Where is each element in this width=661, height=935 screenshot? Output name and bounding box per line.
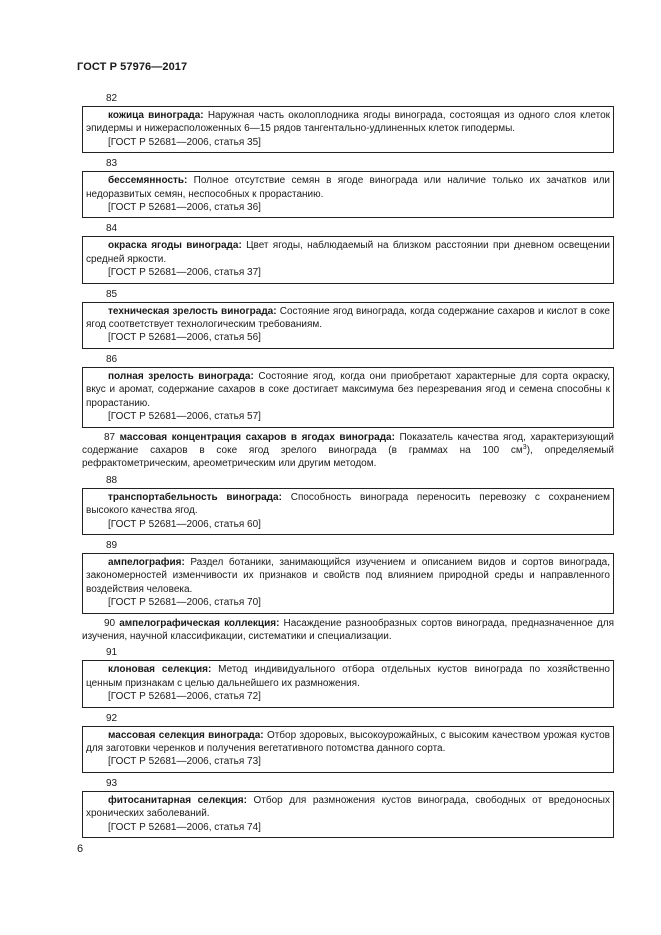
term-title: ампелографическая коллекция: [119,617,280,629]
document-header: ГОСТ Р 57976—2017 [77,61,188,73]
term-definition: Способность винограда переносить перевозку с сохранением высокого качества ягод. [86,491,610,517]
term-source: [ГОСТ Р 52681—2006, статья 37] [108,267,261,279]
term-source: [ГОСТ Р 52681—2006, статья 35] [108,136,261,148]
term-definition: Наружная часть околоплодника ягоды винограда, состоящая из одного слоя клеток эпидермы и нижерасположенных 6—15 рядов тангентально-удлиненных клеток гиподермы. [86,110,611,135]
term-title: полная зрелость винограда: [108,370,254,382]
term-box [82,791,614,838]
term-box [82,171,614,218]
page-number: 6 [77,843,84,855]
term-definition: Показатель качества ягод, характеризующий содержание сахаров в соке ягод зрелого винограда (в граммах на 100 см [82,431,614,456]
term-source: [ГОСТ Р 52681—2006, статья 73] [108,756,261,768]
term-definition: Насаждение разнообразных сортов винограда, предназначенное для изучения, научной классификации, систематики и специализации. [82,617,615,642]
term-title: бессемянность: [108,175,188,187]
term-number: 86 [106,353,118,365]
term-entry-plain [82,431,614,471]
term-definition: Полное отсутствие семян в ягоде винограда или наличие только их зачатков или недоразвитых семян, неспособных к прорастанию. [86,175,611,200]
term-number: 82 [106,93,118,104]
term-title: ампелография: [108,556,185,568]
term-source: [ГОСТ Р 52681—2006, статья 72] [108,691,261,703]
term-box [82,106,614,153]
term-title: техническая зрелость винограда: [108,305,277,317]
term-box [82,367,614,428]
term-entry [82,473,614,535]
term-source: [ГОСТ Р 52681—2006, статья 36] [108,202,261,214]
term-number: 93 [106,777,118,789]
superscript: 3 [522,443,527,451]
term-entry [82,91,614,153]
term-title: фитосанитарная селекция: [108,794,247,806]
term-source: [ГОСТ Р 52681—2006, статья 60] [108,518,261,530]
term-box [82,553,614,614]
term-entry-plain [82,617,614,644]
term-definition: Отбор здоровых, высокоурожайных, с высоким качеством урожая кустов для заготовки черенков и получения вегетативного потомства данного сорта. [86,729,610,754]
term-source: [ГОСТ Р 52681—2006, статья 57] [108,411,261,423]
term-source: [ГОСТ Р 52681—2006, статья 70] [108,597,261,609]
term-source: [ГОСТ Р 52681—2006, статья 74] [108,821,261,833]
term-number: 90 [104,617,116,629]
term-entry [82,711,614,773]
term-title: кожица винограда: [108,110,204,121]
term-title: транспортабельность винограда: [108,491,282,503]
term-title: клоновая селекция: [108,664,212,676]
term-number: 87 [104,431,116,443]
term-title: массовая селекция винограда: [108,729,264,741]
term-box [82,236,614,283]
term-definition: Метод индивидуального отбора отдельных кустов винограда по хозяйственно ценным признакам с целью дальнейшего их размножения. [86,664,610,689]
term-number: 83 [106,158,118,170]
term-box [82,488,614,535]
term-box [82,302,614,349]
term-definition: Цвет ягоды, наблюдаемый на близком расстоянии при дневном освещении средней яркости. [86,240,611,265]
term-entry [82,776,614,838]
term-number: 89 [106,539,118,551]
term-entry [82,352,614,428]
term-title: окраска ягоды винограда: [108,240,242,252]
term-title: массовая концентрация сахаров в ягодах винограда: [119,431,395,443]
term-definition: Состояние ягод винограда, когда содержание сахаров и кислот в соке ягод соответствует технологическим требованиям. [86,305,610,331]
terms-list [82,91,614,841]
term-number: 88 [106,474,118,486]
term-entry [82,645,614,707]
term-number: 85 [106,288,118,300]
term-entry [82,538,614,614]
term-definition-end: ), определяемый рефрактометрическим, ареометрическим или другим методом. [82,444,614,470]
term-number: 84 [106,223,118,235]
term-entry [82,221,614,283]
term-entry [82,156,614,218]
term-number: 92 [106,712,118,724]
term-box [82,726,614,773]
term-box [82,660,614,707]
term-definition: Раздел ботаники, занимающийся изучением и описанием видов и сортов винограда, закономерностей изменчивости их признаков и свойств под влиянием природной среды и направленного воздействия человека. [86,556,610,595]
term-number: 91 [106,647,118,659]
term-source: [ГОСТ Р 52681—2006, статья 56] [108,332,261,344]
term-entry [82,287,614,349]
term-definition: Состояние ягод, когда они приобретают характерные для сорта окраску, вкус и аромат, содержание сахаров в соке достигает максимума без перезревания ягод и семена способны к прорастанию. [86,370,610,409]
term-definition: Отбор для размножения кустов винограда, свободных от вредоносных хронических заболеваний. [86,794,610,820]
